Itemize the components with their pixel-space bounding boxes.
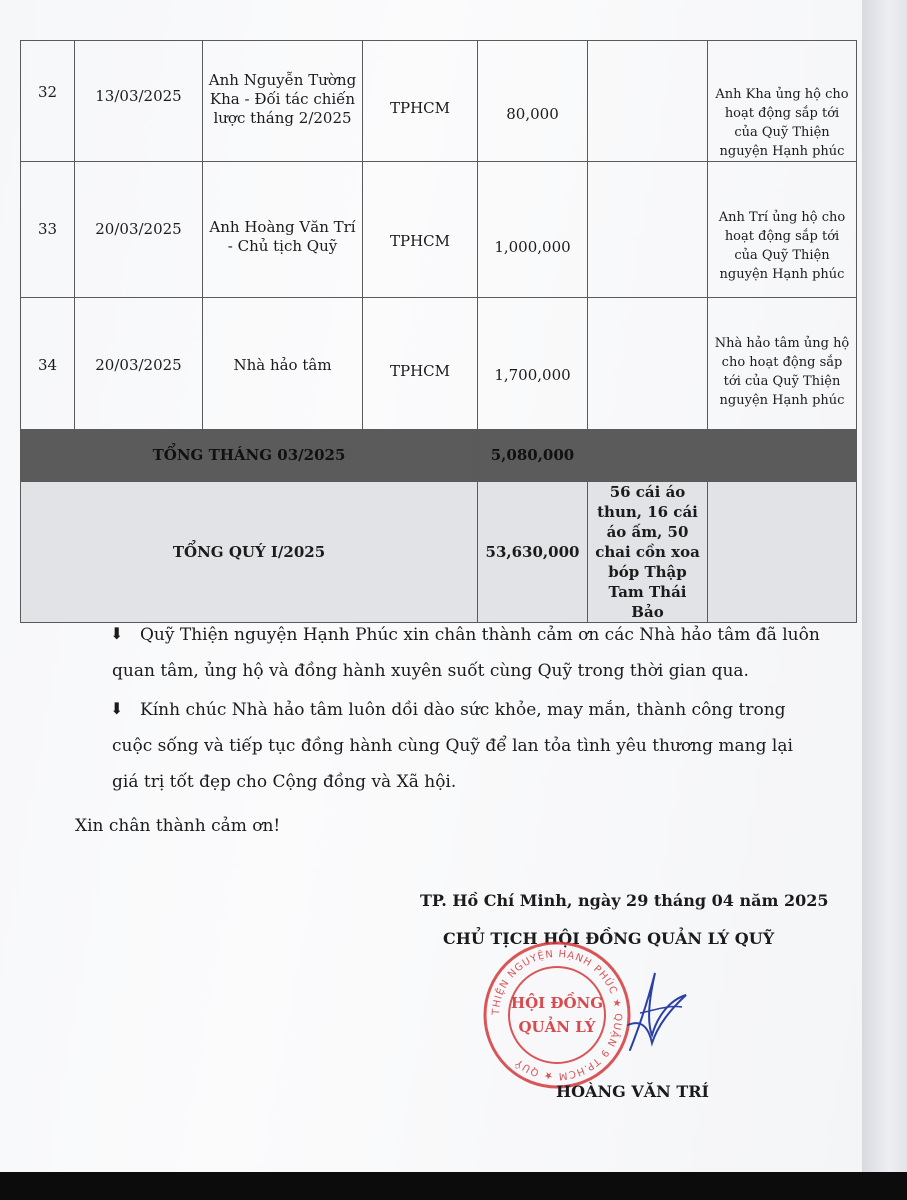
- wishes-paragraph: Kính chúc Nhà hảo tâm luôn dồi dào sức khỏe, may mắn, thành công trong cuộc sống và tiếp tục đồng hành cùng Quỹ để lan tỏa tình yêu thương mang lại giá trị tốt đẹp cho Cộng đồng và Xã hội.: [112, 700, 793, 792]
- quarter-total-items: 56 cái áo thun, 16 cái áo ấm, 50 chai cồn xoa bóp Thập Tam Thái Bảo: [588, 482, 708, 623]
- row-items: [588, 298, 708, 430]
- stamp-line-1: HỘI ĐỒNG: [510, 994, 604, 1012]
- page-edge: [862, 0, 907, 1172]
- row-number: 33: [21, 162, 75, 298]
- signature: [600, 965, 690, 1055]
- donation-table: [20, 40, 857, 623]
- signer-name: HOÀNG VĂN TRÍ: [556, 1082, 710, 1101]
- row-city: TPHCM: [363, 162, 478, 298]
- month-total-label: TỔNG THÁNG 03/2025: [21, 430, 478, 482]
- row-donor: Anh Nguyễn Tường Kha - Đối tác chiến lược tháng 2/2025: [203, 41, 363, 162]
- arrow-bullet-icon: ⬇: [110, 699, 124, 718]
- row-date: 20/03/2025: [75, 162, 203, 298]
- row-items: [588, 162, 708, 298]
- stamp-line-2: QUẢN LÝ: [518, 1018, 596, 1036]
- table-row: [21, 298, 857, 430]
- row-amount: 1,700,000: [478, 298, 588, 430]
- row-items: [588, 41, 708, 162]
- thank-you-paragraph: Quỹ Thiện nguyện Hạnh Phúc xin chân thành cảm ơn các Nhà hảo tâm đã luôn quan tâm, ủng hộ và đồng hành xuyên suốt cùng Quỹ trong thời gian qua.: [112, 625, 820, 681]
- arrow-bullet-icon: ⬇: [110, 624, 124, 643]
- chairman-title: CHỦ TỊCH HỘI ĐỒNG QUẢN LÝ QUỸ: [443, 929, 775, 948]
- row-amount: 1,000,000: [478, 162, 588, 298]
- table-row: [21, 162, 857, 298]
- row-note: Nhà hảo tâm ủng hộ cho hoạt động sắp tới của Quỹ Thiện nguyện Hạnh phúc: [708, 298, 857, 430]
- table-row: [21, 41, 857, 162]
- quarter-total-label: TỔNG QUÝ I/2025: [21, 482, 478, 623]
- background-bar: [0, 1172, 907, 1200]
- quarter-total-row: [21, 482, 857, 623]
- place-date: TP. Hồ Chí Minh, ngày 29 tháng 04 năm 2025: [420, 891, 829, 910]
- row-city: TPHCM: [363, 41, 478, 162]
- row-note: Anh Kha ủng hộ cho hoạt động sắp tới của Quỹ Thiện nguyện Hạnh phúc: [708, 41, 857, 162]
- row-number: 32: [21, 41, 75, 162]
- row-note: Anh Trí ủng hộ cho hoạt động sắp tới của Quỹ Thiện nguyện Hạnh phúc: [708, 162, 857, 298]
- quarter-total-amount: 53,630,000: [478, 482, 588, 623]
- row-city: TPHCM: [363, 298, 478, 430]
- closing-thanks: Xin chân thành cảm ơn!: [75, 816, 281, 836]
- row-date: 20/03/2025: [75, 298, 203, 430]
- month-total-row: [21, 430, 857, 482]
- row-amount: 80,000: [478, 41, 588, 162]
- stamp-ring-text: THIỆN NGUYỆN HẠNH PHÚC ★ QUẬN 9 TP.HCM ★ QUỸ: [490, 948, 624, 1082]
- month-total-amount: 5,080,000: [478, 430, 588, 482]
- row-donor: Anh Hoàng Văn Trí - Chủ tịch Quỹ: [203, 162, 363, 298]
- row-donor: Nhà hảo tâm: [203, 298, 363, 430]
- row-date: 13/03/2025: [75, 41, 203, 162]
- row-number: 34: [21, 298, 75, 430]
